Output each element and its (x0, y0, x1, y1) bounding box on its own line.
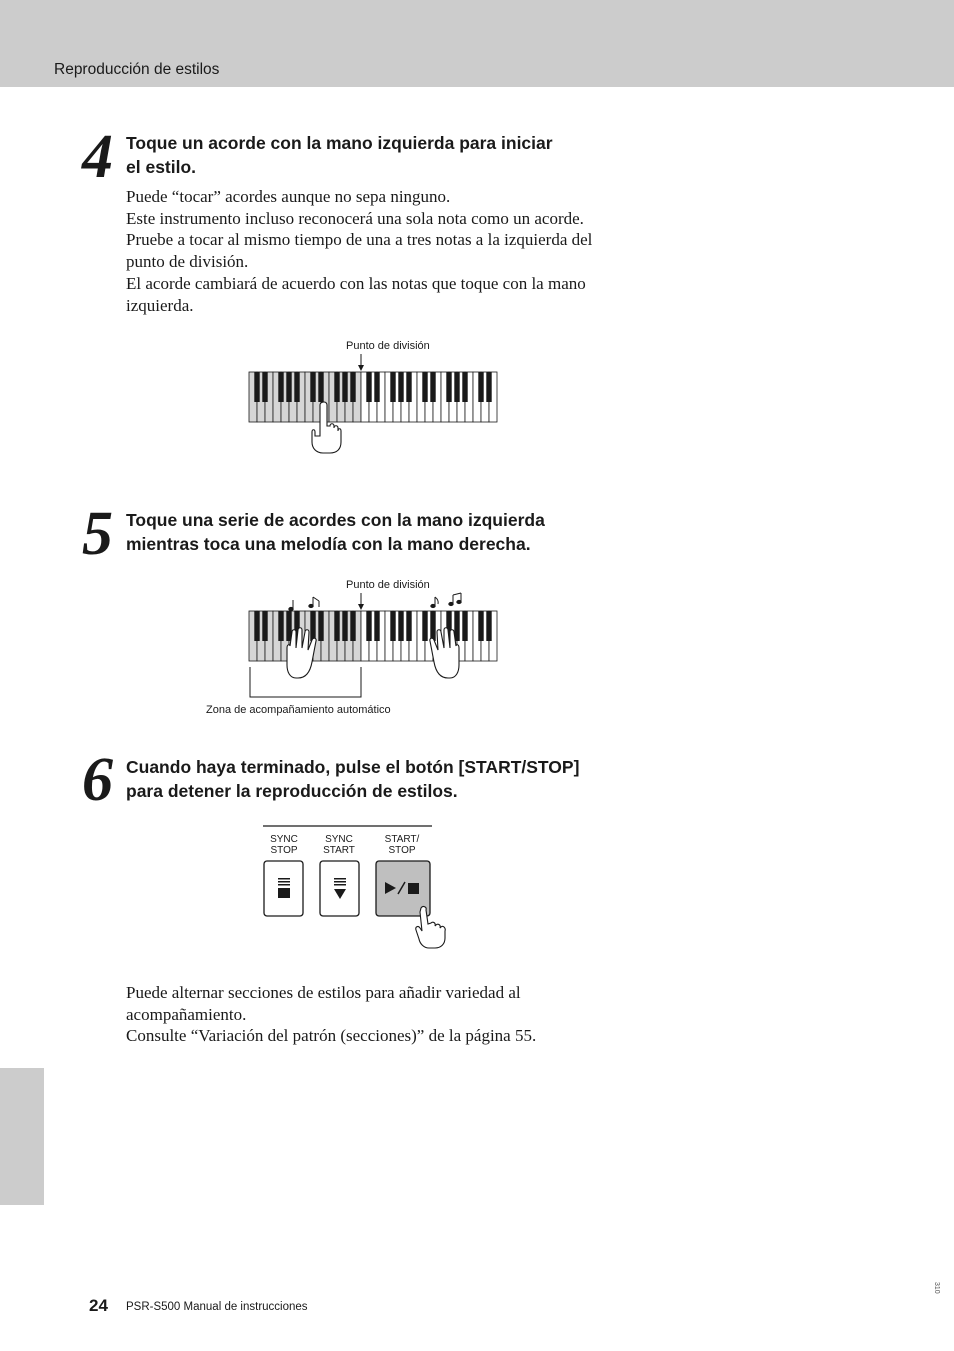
step-number-6: 6 (82, 746, 113, 814)
button-label: STOP (388, 845, 416, 856)
black-key (478, 611, 483, 641)
black-key (486, 372, 491, 402)
body-line: Consulte “Variación del patrón (secciones)” de la página 55. (126, 1026, 537, 1046)
black-key (478, 372, 483, 402)
black-key (390, 372, 395, 402)
body-line: acompañamiento. (126, 1004, 247, 1024)
button-label: START/ (384, 834, 420, 845)
black-key (278, 372, 283, 402)
black-key (374, 372, 379, 402)
black-key (278, 611, 283, 641)
black-key (390, 611, 395, 641)
black-key (310, 372, 315, 402)
split-point-label: Punto de división (346, 579, 430, 591)
black-key (342, 372, 347, 402)
section-title: Reproducción de estilos (54, 61, 220, 78)
body-line: El acorde cambiará de acuerdo con las notas que toque con la mano (126, 273, 586, 293)
split-arrow-head-icon (358, 365, 364, 371)
black-key (398, 611, 403, 641)
black-key (462, 611, 467, 641)
split-point-label: Punto de división (346, 340, 430, 352)
step-4-title-line: Toque un acorde con la mano izquierda para iniciar (126, 133, 553, 153)
step-5-title-line: mientras toca una melodía con la mano derecha. (126, 534, 531, 554)
step-5-title-line: Toque una serie de acordes con la mano izquierda (126, 510, 545, 530)
body-line: Puede alternar secciones de estilos para añadir variedad al (126, 983, 521, 1002)
black-key (318, 611, 323, 641)
button-label: STOP (270, 845, 298, 856)
music-notes-right-icon (431, 593, 461, 608)
black-key (262, 372, 267, 402)
manual-title: PSR-S500 Manual de instrucciones (126, 1301, 308, 1313)
step-5-title (126, 508, 545, 556)
sync-stop-icon (278, 878, 290, 898)
black-key (422, 611, 427, 641)
step-6-title (126, 755, 579, 803)
keyboard (249, 611, 497, 661)
step-6-title-line: Cuando haya terminado, pulse el botón [START/STOP] (126, 757, 580, 777)
black-key (366, 611, 371, 641)
step-number-4: 4 (82, 123, 113, 191)
black-key (398, 372, 403, 402)
black-key (318, 372, 323, 402)
step-4-title (126, 131, 553, 179)
keyboard (249, 372, 497, 422)
control-panel-figure (255, 822, 465, 952)
step-4-title-line: el estilo. (126, 157, 197, 177)
body-line: izquierda. (126, 295, 194, 315)
black-key (406, 372, 411, 402)
sync-stop-button[interactable] (264, 834, 303, 916)
closing-paragraph (126, 982, 536, 1047)
footer-code: 310 (933, 1282, 940, 1294)
black-key (430, 611, 435, 641)
black-key (294, 372, 299, 402)
black-key (350, 372, 355, 402)
black-key (374, 611, 379, 641)
black-key (462, 372, 467, 402)
black-key (430, 372, 435, 402)
black-key (310, 611, 315, 641)
accompaniment-zone-label: Zona de acompañamiento automático (206, 704, 391, 716)
black-key (254, 372, 259, 402)
music-notes-left-icon (289, 597, 319, 611)
black-key (286, 372, 291, 402)
black-key (262, 611, 267, 641)
button-label: START (323, 845, 355, 856)
black-key (334, 372, 339, 402)
black-key (486, 611, 491, 641)
black-key (254, 611, 259, 641)
step-4-body (126, 186, 592, 316)
body-line: Puede “tocar” acordes aunque no sepa ninguno. (126, 187, 451, 206)
start-stop-button[interactable] (376, 834, 430, 916)
sync-start-button[interactable] (320, 834, 359, 916)
black-key (366, 372, 371, 402)
keyboard-figure-1 (240, 334, 510, 459)
page-number: 24 (89, 1296, 108, 1315)
button-label: SYNC (325, 834, 353, 845)
body-line: punto de división. (126, 252, 249, 272)
button-label: SYNC (270, 834, 298, 845)
black-key (422, 372, 427, 402)
black-key (406, 611, 411, 641)
black-key (342, 611, 347, 641)
split-arrow-head-icon (358, 604, 364, 610)
black-key (334, 611, 339, 641)
body-line: Pruebe a tocar al mismo tiempo de una a tres notas a la izquierda del (126, 230, 593, 250)
step-6-title-line: para detener la reproducción de estilos. (126, 781, 458, 801)
black-key (454, 372, 459, 402)
body-line: Este instrumento incluso reconocerá una sola nota como un acorde. (126, 208, 584, 228)
keyboard-figure-2 (200, 573, 510, 723)
side-tab (0, 1068, 44, 1205)
black-key (350, 611, 355, 641)
black-key (446, 372, 451, 402)
step-number-5: 5 (82, 500, 113, 568)
